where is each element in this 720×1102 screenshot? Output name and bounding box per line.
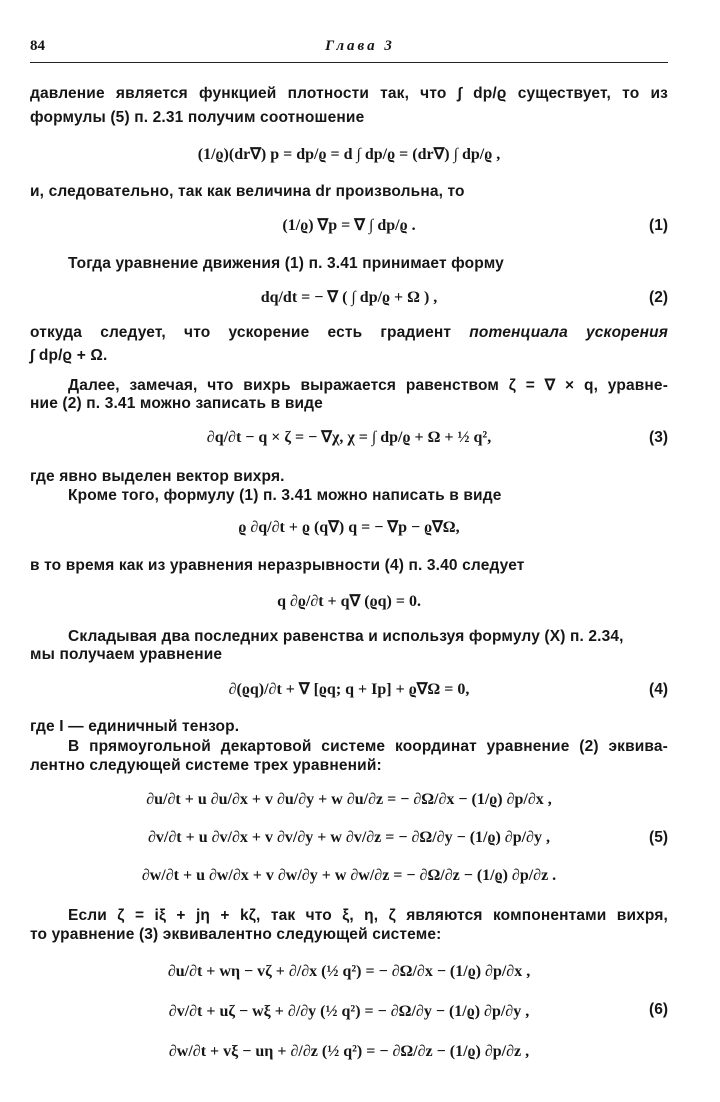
header-rule [30,62,668,63]
equation-4: ∂(ϱq)/∂t + ∇ [ϱq; q + Ip] + ϱ∇Ω = 0, [228,681,470,698]
equation-6a: ∂u/∂t + wη − vζ + ∂/∂x (½ q²) = − ∂Ω/∂x − (1/ϱ) ∂p/∂x , [167,963,531,980]
page-number: 84 [30,38,45,54]
text-line-6: ∫ dp/ϱ + Ω. [30,347,108,364]
equation-5a: ∂u/∂t + u ∂u/∂x + v ∂u/∂y + w ∂u/∂z = − ∂Ω/∂x − (1/ϱ) ∂p/∂x , [146,791,552,808]
text-line-12: Складывая два последних равенства и используя формулу (X) п. 2.34, [68,628,624,645]
text-line-4: Тогда уравнение движения (1) п. 3.41 принимает форму [68,255,504,272]
text-line-3: и, следовательно, так как величина dr произвольна, то [30,183,465,200]
text-line-13: мы получаем уравнение [30,646,223,663]
equation-number-1: (1) [649,217,668,234]
equation-5b: ∂v/∂t + u ∂v/∂x + v ∂v/∂y + w ∂v/∂z = − ∂Ω/∂y − (1/ϱ) ∂p/∂y , [148,829,550,846]
running-head: Глава 3 [325,38,395,54]
text-line-1: давление является функцией плотности так, что ∫ dp/ϱ существует, то из [30,85,668,102]
equation-c: q ∂ϱ/∂t + q∇ (ϱq) = 0. [277,593,421,610]
text-line-8: ние (2) п. 3.41 можно записать в виде [30,395,323,412]
text-line-15: В прямоугольной декартовой системе координат уравнение (2) эквива- [68,738,668,755]
equation-number-6: (6) [649,1001,668,1018]
equation-number-3: (3) [649,429,668,446]
text-line-17: Если ζ = iξ + jη + kζ, так что ξ, η, ζ являются компонентами вихря, [68,907,668,924]
equation-number-4: (4) [649,681,668,698]
equation-b: ϱ ∂q/∂t + ϱ (q∇) q = − ∇p − ϱ∇Ω, [238,519,460,536]
text-line-11: в то время как из уравнения неразрывности (4) п. 3.40 следует [30,557,525,574]
text-line-14: где I — единичный тензор. [30,718,240,735]
equation-number-2: (2) [649,289,668,306]
equation-number-5: (5) [649,829,668,846]
text-line-5 [30,323,668,343]
text-line-7: Далее, замечая, что вихрь выражается равенством ζ = ∇ × q, уравне- [68,377,668,394]
equation-6c: ∂w/∂t + vξ − uη + ∂/∂z (½ q²) = − ∂Ω/∂z − (1/ϱ) ∂p/∂z , [168,1043,530,1060]
equation-2: dq/dt = − ∇ ( ∫ dp/ϱ + Ω ) , [260,289,438,306]
equation-1: (1/ϱ) ∇p = ∇ ∫ dp/ϱ . [282,217,416,234]
equation-a: (1/ϱ)(dr∇) p = dp/ϱ = d ∫ dp/ϱ = (dr∇) ∫ dp/ϱ , [197,146,501,163]
text-line-2: формулы (5) п. 2.31 получим соотношение [30,109,365,126]
equation-6b: ∂v/∂t + uζ − wξ + ∂/∂y (½ q²) = − ∂Ω/∂y − (1/ϱ) ∂p/∂y , [168,1003,530,1020]
text-line-5-start: откуда следует, что ускорение есть градиент [30,324,452,341]
equation-3: ∂q/∂t − q × ζ = − ∇χ, χ = ∫ dp/ϱ + Ω + ½ q², [206,429,492,446]
text-line-16: лентно следующей системе трех уравнений: [30,757,382,774]
italic-term-acceleration-potential: потенциала ускорения [469,324,668,341]
equation-5c: ∂w/∂t + u ∂w/∂x + v ∂w/∂y + w ∂w/∂z = − ∂Ω/∂z − (1/ϱ) ∂p/∂z . [141,867,557,884]
text-line-9: где явно выделен вектор вихря. [30,468,285,485]
text-line-10: Кроме того, формулу (1) п. 3.41 можно написать в виде [68,487,502,504]
text-line-18: то уравнение (3) эквивалентно следующей системе: [30,926,442,943]
